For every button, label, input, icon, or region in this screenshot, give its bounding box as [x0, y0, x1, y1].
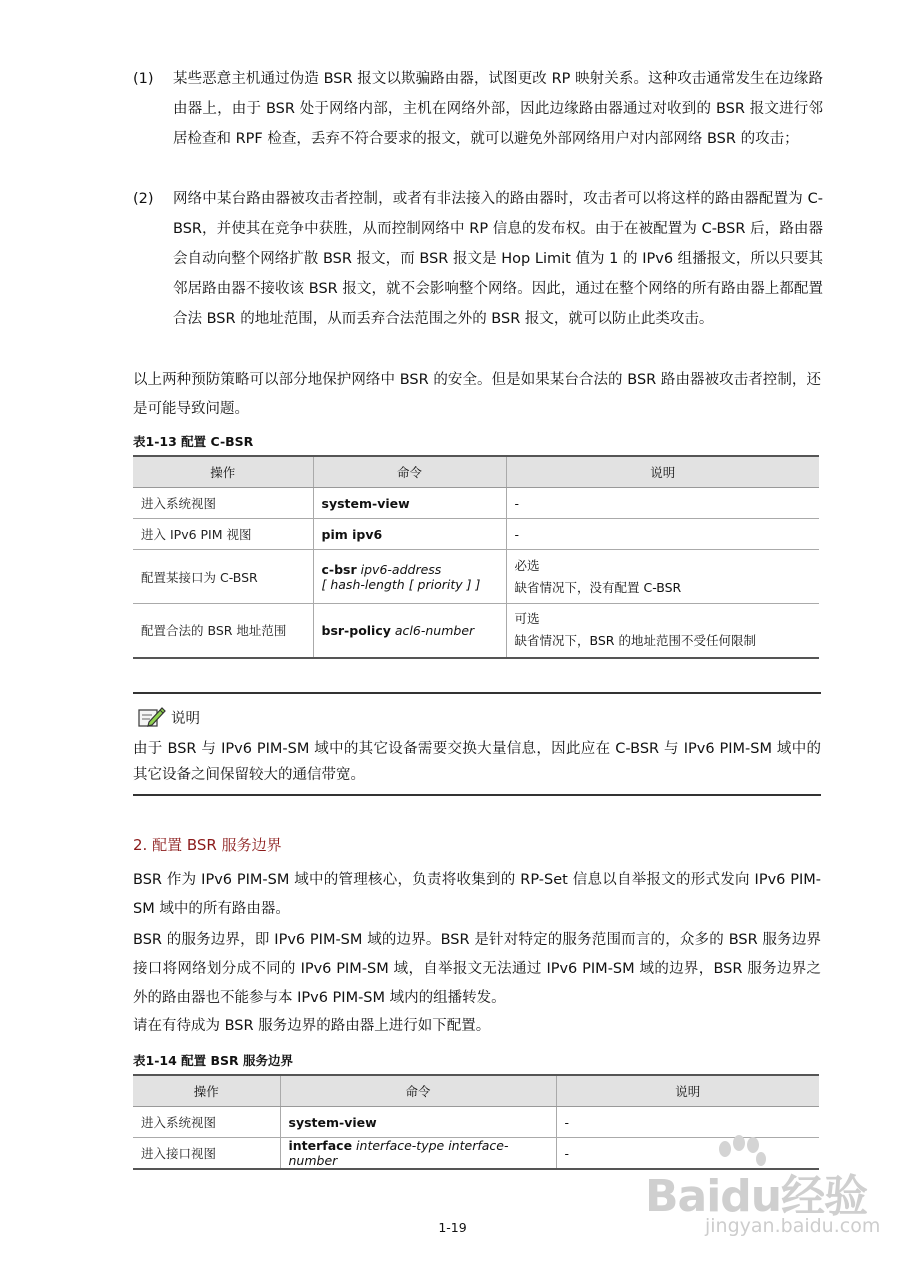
description-cell: -	[556, 1107, 819, 1138]
column-header: 操作	[133, 456, 313, 488]
description-cell: 必选 缺省情况下，没有配置 C-BSR	[506, 550, 819, 604]
column-header: 操作	[133, 1075, 280, 1107]
column-header: 说明	[556, 1075, 819, 1107]
operation-cell: 进入系统视图	[133, 488, 313, 519]
column-header: 命令	[280, 1075, 556, 1107]
description-cell: -	[506, 519, 819, 550]
command-cell: pim ipv6	[313, 519, 506, 550]
summary-paragraph: 以上两种预防策略可以部分地保护网络中 BSR 的安全。但是如果某台合法的 BSR 路由器被攻击者控制，还是可能导致问题。	[133, 372, 821, 417]
operation-cell: 进入接口视图	[133, 1138, 280, 1170]
command-cell: interface interface-type interface-number	[280, 1138, 556, 1170]
operation-cell: 进入 IPv6 PIM 视图	[133, 519, 313, 550]
table-row	[133, 604, 819, 658]
table-row	[133, 519, 819, 550]
column-header: 说明	[506, 456, 819, 488]
list-item	[133, 64, 823, 154]
note-text: 由于 BSR 与 IPv6 PIM-SM 域中的其它设备需要交换大量信息，因此应在 C-BSR 与 IPv6 PIM-SM 域中的其它设备之间保留较大的通信带宽。	[133, 741, 821, 783]
note-pencil-icon	[137, 704, 167, 730]
watermark	[645, 1135, 890, 1255]
list-text: 某些恶意主机通过伪造 BSR 报文以欺骗路由器，试图更改 RP 映射关系。这种攻击通常发生在边缘路由器上，由于 BSR 处于网络内部，主机在网络外部，因此边缘路由器通过对收到的 BSR 报文进行邻居检查和 RPF 检查，丢弃不符合要求的报文，就可以避免外部网络用户对内部网络 BSR 的攻击；	[173, 71, 823, 147]
note-box	[133, 692, 821, 796]
command-cell: system-view	[313, 488, 506, 519]
description-cell: 可选 缺省情况下，BSR 的地址范围不受任何限制	[506, 604, 819, 658]
table-caption: 表1-14 配置 BSR 服务边界	[133, 1053, 293, 1068]
section-paragraph: BSR 作为 IPv6 PIM-SM 域中的管理核心，负责将收集到的 RP-Set 信息以自举报文的形式发向 IPv6 PIM-SM 域中的所有路由器。	[133, 872, 821, 917]
command-cell: bsr-policy acl6-number	[313, 604, 506, 658]
note-header	[137, 704, 200, 730]
table-row	[133, 488, 819, 519]
command-cell: c-bsr ipv6-address [ hash-length [ priority ] ]	[313, 550, 506, 604]
section-paragraph: 请在有待成为 BSR 服务边界的路由器上进行如下配置。	[133, 1018, 491, 1034]
description-cell: -	[556, 1138, 819, 1170]
note-title: 说明	[171, 710, 200, 727]
table-row	[133, 550, 819, 604]
list-text: 网络中某台路由器被攻击者控制，或者有非法接入的路由器时，攻击者可以将这样的路由器配置为 C-BSR，并使其在竞争中获胜，从而控制网络中 RP 信息的发布权。由于在被配置为 C-BSR 后，路由器会自动向整个网络扩散 BSR 报文，而 BSR 报文是 Hop Limit 值为 1 的 IPv6 组播报文，所以只要其邻居路由器不接收该 BSR 报文，就不会影响整个网络。因此，通过在整个网络的所有路由器上都配置合法 BSR 的地址范围，从而丢弃合法范围之外的 BSR 报文，就可以防止此类攻击。	[173, 191, 823, 327]
command-options: [ hash-length [ priority ] ]	[321, 576, 481, 592]
operation-cell: 配置合法的 BSR 地址范围	[133, 604, 313, 658]
operation-cell: 进入系统视图	[133, 1107, 280, 1138]
list-number: (2)	[133, 191, 154, 207]
table-row	[133, 1107, 819, 1138]
section-heading: 2. 配置 BSR 服务边界	[133, 836, 282, 854]
list-item	[133, 184, 823, 334]
command-cell: system-view	[280, 1107, 556, 1138]
page-number: 1-19	[438, 1220, 467, 1235]
description-cell: -	[506, 488, 819, 519]
list-number: (1)	[133, 71, 154, 87]
column-header: 命令	[313, 456, 506, 488]
operation-cell: 配置某接口为 C-BSR	[133, 550, 313, 604]
section-paragraph: BSR 的服务边界，即 IPv6 PIM-SM 域的边界。BSR 是针对特定的服务范围而言的，众多的 BSR 服务边界接口将网络划分成不同的 IPv6 PIM-SM 域，自举报文无法通过 IPv6 PIM-SM 域的边界，BSR 服务边界之外的路由器也不能参与本 IPv6 PIM-SM 域内的组播转发。	[133, 932, 821, 1006]
watermark-url: jingyan.baidu.com	[705, 1215, 881, 1237]
watermark-logo: Baidu经验	[645, 1171, 868, 1222]
table-caption: 表1-13 配置 C-BSR	[133, 434, 254, 449]
config-table-cbsr	[133, 455, 819, 659]
